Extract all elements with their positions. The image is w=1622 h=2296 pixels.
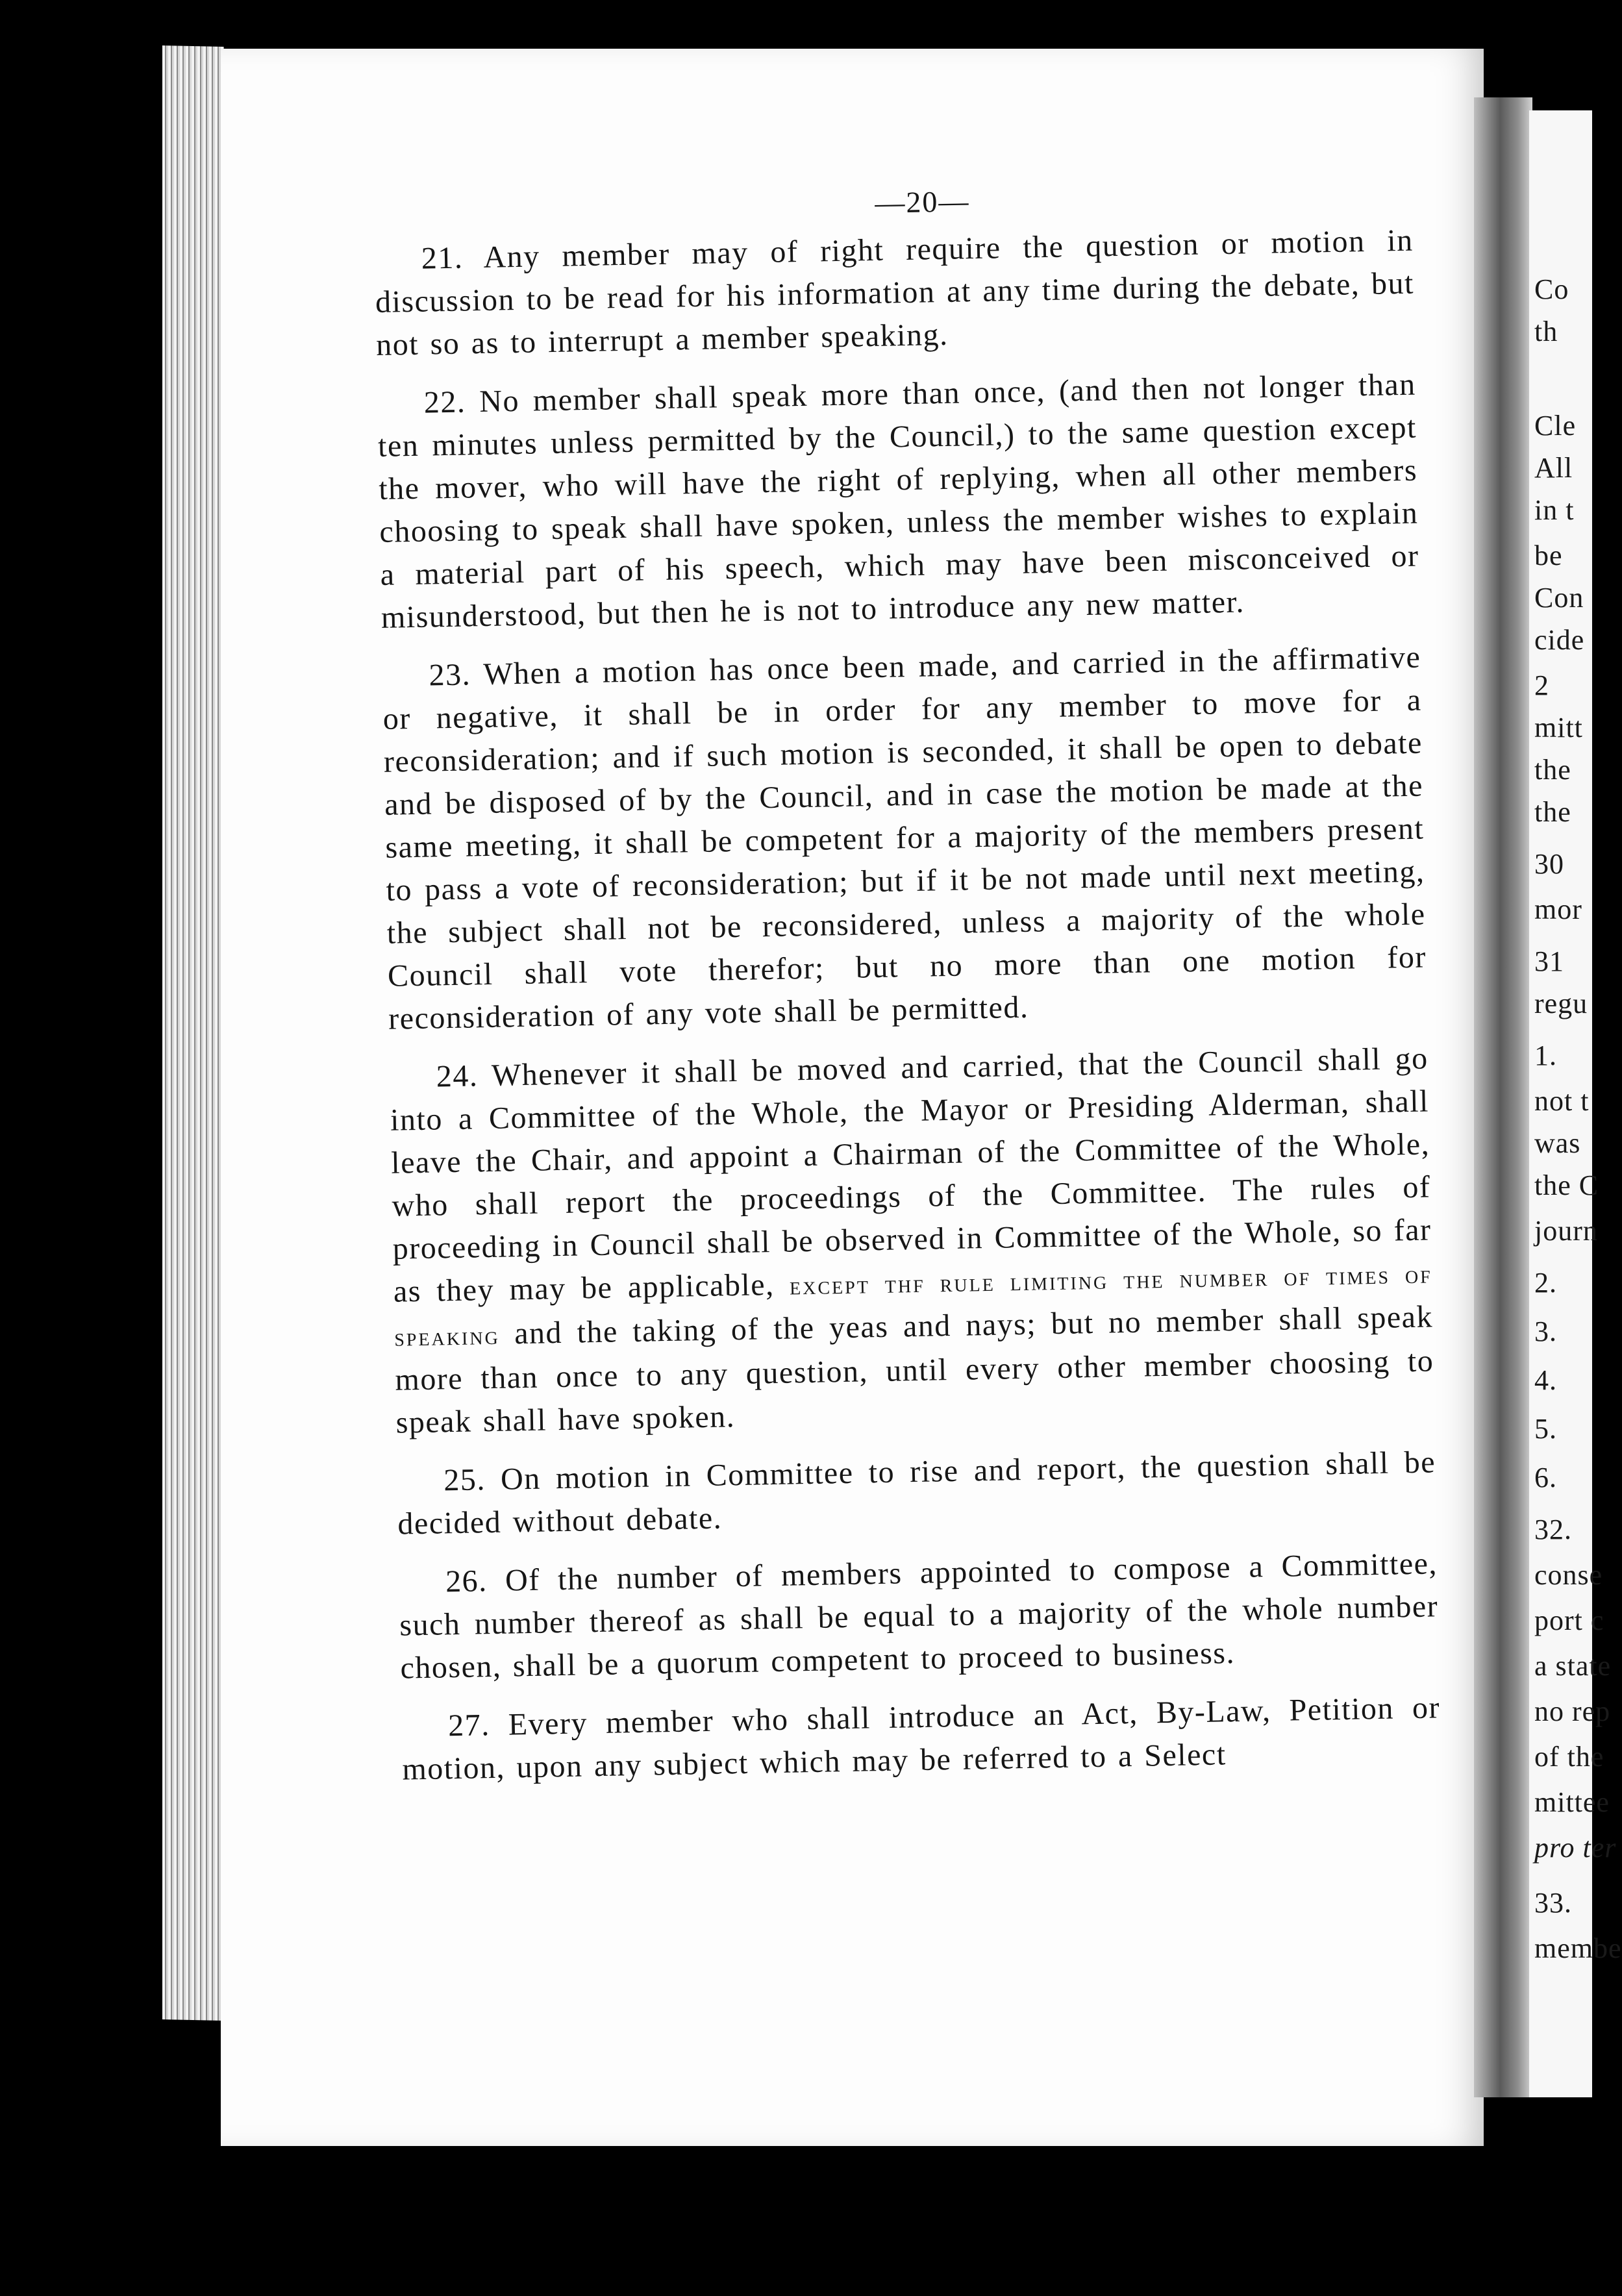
- facing-page-fragment: Cle: [1534, 410, 1577, 442]
- rule-number: 25.: [443, 1462, 486, 1498]
- facing-page-fragment: All: [1534, 452, 1573, 484]
- rule-text: Of the number of members appointed to compose a Committee, such number thereof as shall be equal to a majority of the whole number chosen, shall be a quorum competent to proceed to business.: [399, 1546, 1439, 1686]
- facing-page-fragment: conse: [1534, 1559, 1603, 1591]
- facing-page-fragment: 30: [1534, 848, 1564, 880]
- facing-page-fragment: 1.: [1534, 1040, 1557, 1071]
- rule-paragraph-26: [399, 1542, 1440, 1690]
- facing-page-fragment: was: [1534, 1127, 1581, 1159]
- facing-page-fragment: mittee: [1534, 1786, 1610, 1818]
- facing-page-fragment: 31: [1534, 945, 1564, 977]
- facing-page-fragment: port c: [1534, 1604, 1604, 1636]
- facing-page-fragment: 2: [1534, 669, 1549, 701]
- rule-text: Whenever it shall be moved and carried, that the Council shall go into a Committee of the Whole, the Mayor or Presiding Alderman, shall leave the Chair, and appoint a Chairman of the Committee of the Whole, who shall report the proceedings of the Committee. The rules of proceeding in Council shall be observed in Committee of the Whole, so far as they may be applicable,: [390, 1041, 1432, 1309]
- rule-paragraph-25: [397, 1441, 1437, 1545]
- facing-page-fragment: the: [1534, 754, 1571, 786]
- facing-page-fragment: 6.: [1534, 1462, 1557, 1493]
- rule-paragraph-27: [401, 1686, 1441, 1791]
- rule-text-smallcaps: except thf rule limiting the number of times of speaking: [393, 1259, 1433, 1352]
- rule-text: Any member may of right require the question or motion in discussion to be read for his information at any time during the debate, but not so as to interrupt a member speaking.: [375, 223, 1415, 362]
- facing-page-fragment: no rep: [1534, 1695, 1611, 1727]
- page-text-block: [373, 176, 1441, 1807]
- facing-page-fragment: pro ter: [1534, 1832, 1617, 1864]
- book-gutter: [1474, 97, 1532, 2097]
- facing-page-fragment: mitt: [1534, 712, 1583, 743]
- rule-paragraph-24: [389, 1037, 1435, 1444]
- facing-page-fragment: 33.: [1534, 1887, 1572, 1919]
- facing-page-fragment: 32.: [1534, 1514, 1572, 1545]
- facing-page-fragment: regu: [1534, 988, 1588, 1019]
- rule-text: Every member who shall introduce an Act, By-Law, Petition or motion, upon any subject which may be referred to a Select: [401, 1690, 1441, 1787]
- facing-page-fragment: in t: [1534, 494, 1575, 526]
- facing-page-fragment: th: [1534, 316, 1558, 347]
- facing-page-fragment: not t: [1534, 1085, 1590, 1117]
- facing-page-fragment: 3.: [1534, 1316, 1557, 1347]
- facing-page-fragment: 4.: [1534, 1364, 1557, 1396]
- rule-text: No member shall speak more than once, (and then not longer than ten minutes unless permitted by the Council,) to the same question except the mover, who will have the right of replying, when all other members choosing to speak shall have spoken, unless the member wishes to explain a material part of his speech, which may have been misconceived or misunderstood, but then he is not to introduce any new matter.: [377, 367, 1419, 635]
- facing-page-fragment: Con: [1534, 582, 1584, 614]
- facing-page-fragment: the: [1534, 796, 1571, 828]
- rule-number: 22.: [423, 384, 466, 420]
- rule-number: 26.: [445, 1564, 488, 1599]
- facing-page-fragment: 5.: [1534, 1413, 1557, 1445]
- facing-page-fragment: 2.: [1534, 1267, 1557, 1299]
- facing-page-fragment: mor: [1534, 893, 1582, 925]
- rule-paragraph-22: [377, 364, 1420, 640]
- facing-page-fragment: a state: [1534, 1650, 1612, 1682]
- facing-page-fragment: the C: [1534, 1169, 1599, 1201]
- rule-number: 23.: [429, 657, 471, 693]
- facing-page-fragment: be: [1534, 540, 1563, 571]
- book-page-edges: [162, 45, 224, 2021]
- facing-page-edge: [1529, 110, 1622, 2097]
- facing-page-fragment: cide: [1534, 624, 1585, 656]
- rule-paragraph-21: [374, 219, 1415, 367]
- rule-paragraph-23: [382, 636, 1428, 1041]
- rule-number: 27.: [447, 1708, 491, 1743]
- facing-page-fragment: membe: [1534, 1932, 1622, 1964]
- rule-text: and the taking of the yeas and nays; but no member shall speak more than once to any question, until every other member choosing to speak shall have spoken.: [394, 1299, 1434, 1440]
- rule-text: On motion in Committee to rise and report, the question shall be decided without debate.: [397, 1445, 1436, 1541]
- facing-page-fragment: of the: [1534, 1741, 1604, 1773]
- rule-text: When a motion has once been made, and carried in the affirmative or negative, it shall be in order for any member to move for a reconsideration; and if such motion is seconded, it shall be open to debate and be disposed of by the Council, and in case the motion be made at the same meeting, it shall be competent for a majority of the members present to pass a vote of reconsideration; but if it be not made until next meeting, the subject shall not be reconsidered, unless a majority of the whole Council shall vote therefor; but no more than one motion for reconsideration of any vote shall be permitted.: [382, 640, 1427, 1036]
- facing-page-fragment: journ: [1534, 1215, 1598, 1247]
- rule-number: 21.: [421, 240, 464, 276]
- page-number: —20—: [874, 184, 970, 219]
- rule-number: 24.: [436, 1058, 479, 1094]
- facing-page-fragment: Co: [1534, 273, 1569, 305]
